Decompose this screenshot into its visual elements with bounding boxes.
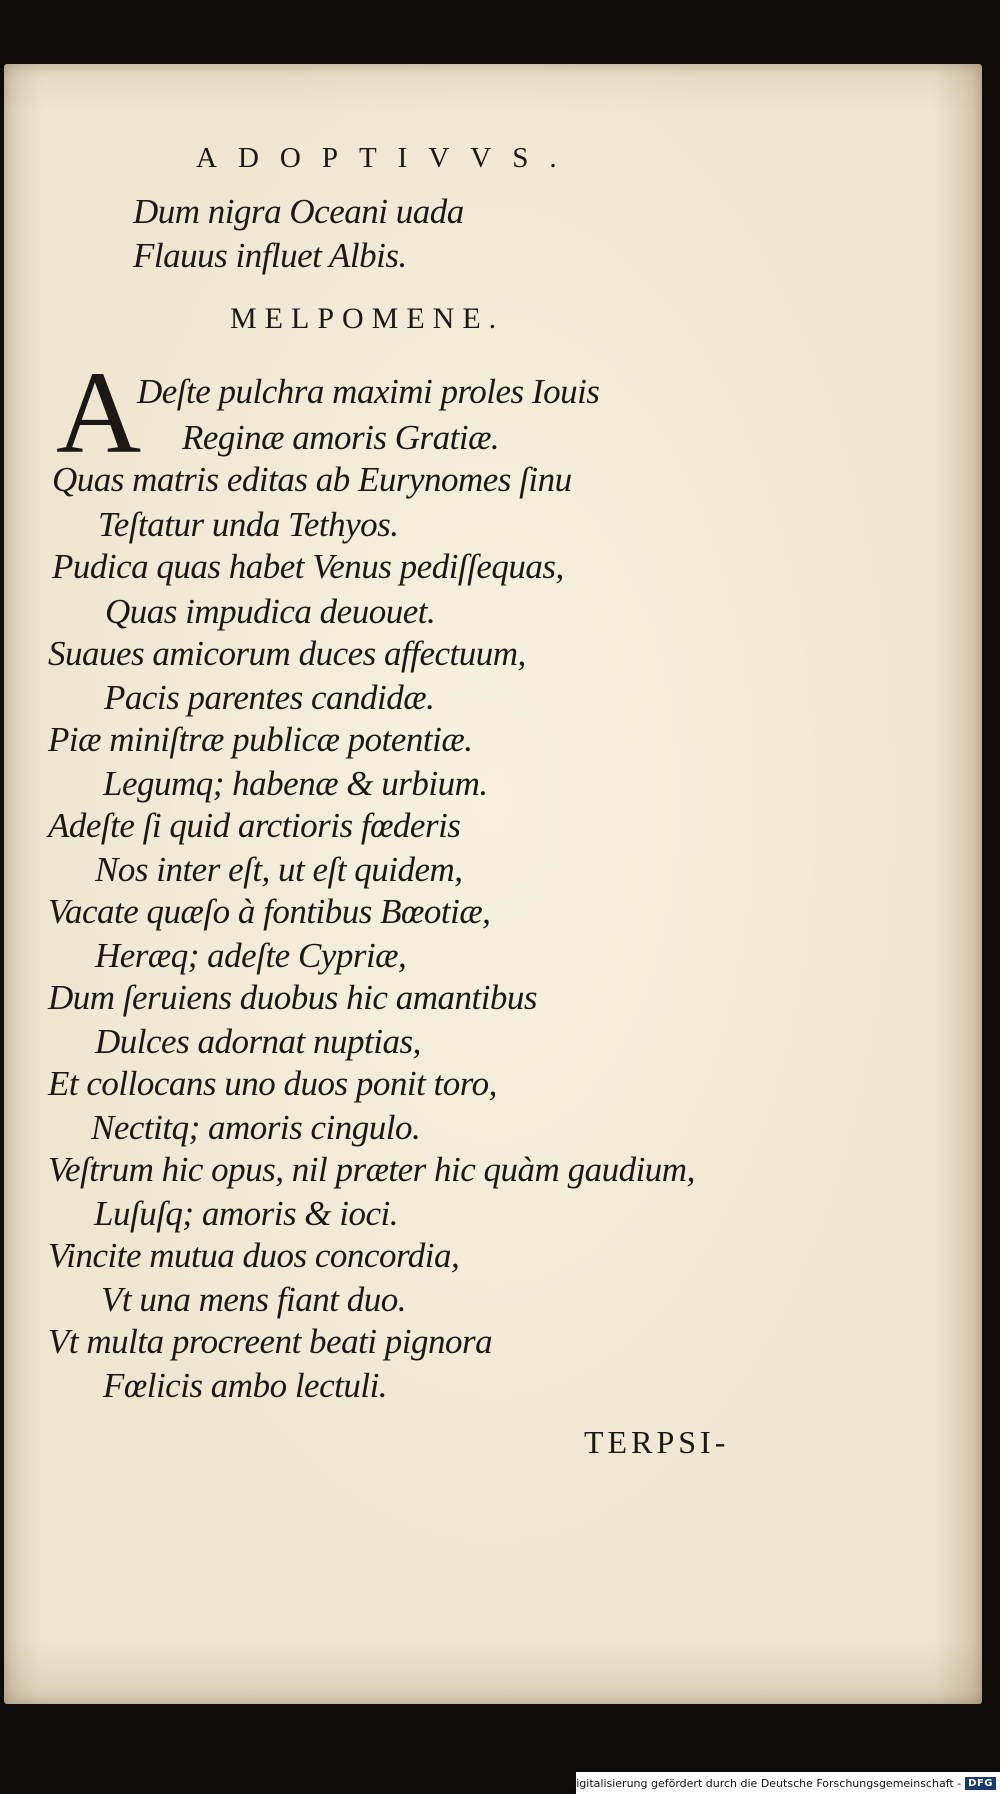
poem-line: Legumq; habenæ & urbium. (103, 764, 488, 803)
running-head: ADOPTIVVS. (196, 142, 578, 174)
footer-credit: Digitalisierung gefördert durch die Deutsche Forschungsgemeinschaft - (567, 1776, 962, 1790)
poem-line: Deſte pulchra maximi proles Iouis (137, 372, 600, 411)
poem-line: Nectitq; amoris cingulo. (91, 1108, 421, 1147)
poem-line: Dulces adornat nuptias, (95, 1022, 421, 1061)
poem-line: Vt multa procreent beati pignora (48, 1322, 493, 1361)
poem-line: Et collocans uno duos ponit toro, (48, 1064, 497, 1103)
poem-line: Piæ miniſtræ publicæ potentiæ. (48, 720, 473, 759)
poem-line: Vacate quæſo à fontibus Bœotiæ, (48, 892, 491, 931)
poem-line: Heræq; adeſte Cypriæ, (95, 936, 407, 975)
opening-line-2: Flauus influet Albis. (133, 236, 407, 275)
digitization-footer (567, 1772, 1000, 1794)
poem-line: Reginæ amoris Gratiæ. (182, 418, 500, 457)
poem-line: Suaues amicorum duces affectuum, (48, 634, 526, 673)
section-title: MELPOMENE. (230, 302, 505, 335)
catchword: TERPSI- (584, 1424, 730, 1460)
poem-line: Pudica quas habet Venus pediſſequas, (52, 547, 564, 586)
poem-line: Vincite mutua duos concordia, (48, 1236, 460, 1275)
poem-line: Veſtrum hic opus, nil præter hic quàm gaudium, (48, 1150, 695, 1189)
poem-line: Quas impudica deuouet. (105, 592, 436, 631)
poem-line: Fœlicis ambo lectuli. (103, 1366, 388, 1405)
poem-line: Dum ſeruiens duobus hic amantibus (48, 978, 538, 1017)
poem-line: Pacis parentes candidæ. (104, 678, 435, 717)
poem-line: Nos inter eſt, ut eſt quidem, (95, 850, 463, 889)
poem-line: Luſuſq; amoris & ioci. (94, 1194, 399, 1233)
poem-line: Quas matris editas ab Eurynomes ſinu (52, 460, 572, 499)
dfg-logo: DFG (965, 1777, 996, 1790)
poem-line: Vt una mens fiant duo. (101, 1280, 406, 1319)
poem-line: Adeſte ſi quid arctioris fœderis (48, 806, 461, 845)
initial-letter: A (56, 347, 142, 478)
poem-line: Teſtatur unda Tethyos. (98, 505, 399, 544)
opening-line-1: Dum nigra Oceani uada (133, 192, 464, 231)
